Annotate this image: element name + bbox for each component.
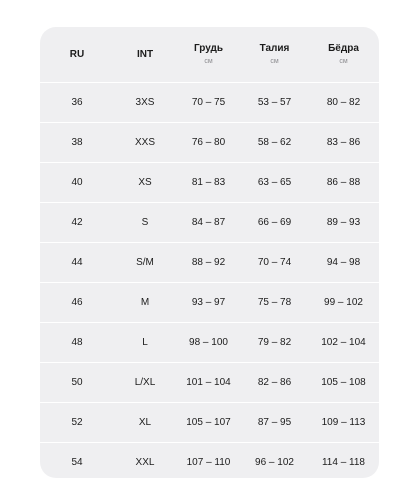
cell-chest: 76 – 80 xyxy=(191,136,226,148)
cell-ru: 52 xyxy=(71,416,83,428)
cell-ru: 38 xyxy=(71,136,83,148)
header-waist-unit: см xyxy=(270,58,279,65)
cell-hips: 80 – 82 xyxy=(326,96,361,108)
cell-chest: 88 – 92 xyxy=(191,256,226,268)
cell-hips: 99 – 102 xyxy=(324,296,363,308)
cell-ru: 36 xyxy=(71,96,83,108)
table-row xyxy=(40,363,379,403)
table-row xyxy=(40,403,379,443)
cell-chest: 98 – 100 xyxy=(189,336,228,348)
table-row xyxy=(40,443,379,478)
header-ru xyxy=(40,49,114,61)
cell-int: S/M xyxy=(136,256,154,268)
header-hips xyxy=(308,43,379,66)
cell-int: M xyxy=(140,296,150,308)
table-row xyxy=(40,83,379,123)
table-row xyxy=(40,243,379,283)
cell-int: 3XS xyxy=(135,96,155,108)
size-chart-table xyxy=(40,27,379,478)
header-int xyxy=(114,49,176,61)
cell-ru: 44 xyxy=(71,256,83,268)
cell-ru: 42 xyxy=(71,216,83,228)
cell-hips: 109 – 113 xyxy=(321,416,366,428)
cell-ru: 46 xyxy=(71,296,83,308)
header-int-label: INT xyxy=(136,48,154,60)
cell-hips: 114 – 118 xyxy=(321,456,365,468)
cell-waist: 75 – 78 xyxy=(257,296,292,308)
header-chest xyxy=(176,43,241,66)
cell-waist: 96 – 102 xyxy=(255,456,294,468)
table-header xyxy=(40,27,379,83)
cell-chest: 93 – 97 xyxy=(191,296,226,308)
cell-chest: 105 – 107 xyxy=(186,416,231,428)
header-hips-label: Бёдра xyxy=(328,43,359,54)
cell-int: XS xyxy=(138,176,152,188)
cell-ru: 54 xyxy=(71,456,83,468)
cell-hips: 86 – 88 xyxy=(326,176,361,188)
table-row xyxy=(40,123,379,163)
cell-chest: 70 – 75 xyxy=(191,96,226,108)
cell-waist: 58 – 62 xyxy=(257,136,292,148)
cell-int: L/XL xyxy=(134,376,156,388)
table-row xyxy=(40,163,379,203)
cell-hips: 102 – 104 xyxy=(321,336,366,348)
cell-chest: 107 – 110 xyxy=(186,456,231,468)
table-row xyxy=(40,283,379,323)
cell-hips: 105 – 108 xyxy=(321,376,366,388)
cell-ru: 48 xyxy=(71,336,83,348)
cell-chest: 101 – 104 xyxy=(186,376,231,388)
cell-hips: 89 – 93 xyxy=(326,216,361,228)
cell-ru: 50 xyxy=(71,376,83,388)
table-row xyxy=(40,203,379,243)
header-waist-label: Талия xyxy=(259,43,290,54)
header-waist xyxy=(241,43,308,66)
header-chest-unit: см xyxy=(204,58,213,65)
cell-waist: 53 – 57 xyxy=(257,96,292,108)
cell-ru: 40 xyxy=(71,176,83,188)
table-row xyxy=(40,323,379,363)
cell-int: XXL xyxy=(135,456,155,468)
header-ru-label: RU xyxy=(69,48,85,60)
cell-int: XL xyxy=(138,416,152,428)
cell-chest: 84 – 87 xyxy=(191,216,226,228)
cell-waist: 87 – 95 xyxy=(257,416,292,428)
cell-int: L xyxy=(142,336,148,348)
cell-int: XXS xyxy=(134,136,155,148)
cell-waist: 82 – 86 xyxy=(257,376,292,388)
cell-hips: 83 – 86 xyxy=(326,136,361,148)
header-chest-label: Грудь xyxy=(193,43,224,54)
header-hips-unit: см xyxy=(339,58,348,65)
cell-int: S xyxy=(141,216,149,228)
cell-waist: 66 – 69 xyxy=(257,216,292,228)
cell-waist: 79 – 82 xyxy=(257,336,292,348)
cell-waist: 70 – 74 xyxy=(257,256,292,268)
cell-waist: 63 – 65 xyxy=(257,176,292,188)
cell-hips: 94 – 98 xyxy=(326,256,361,268)
cell-chest: 81 – 83 xyxy=(191,176,226,188)
